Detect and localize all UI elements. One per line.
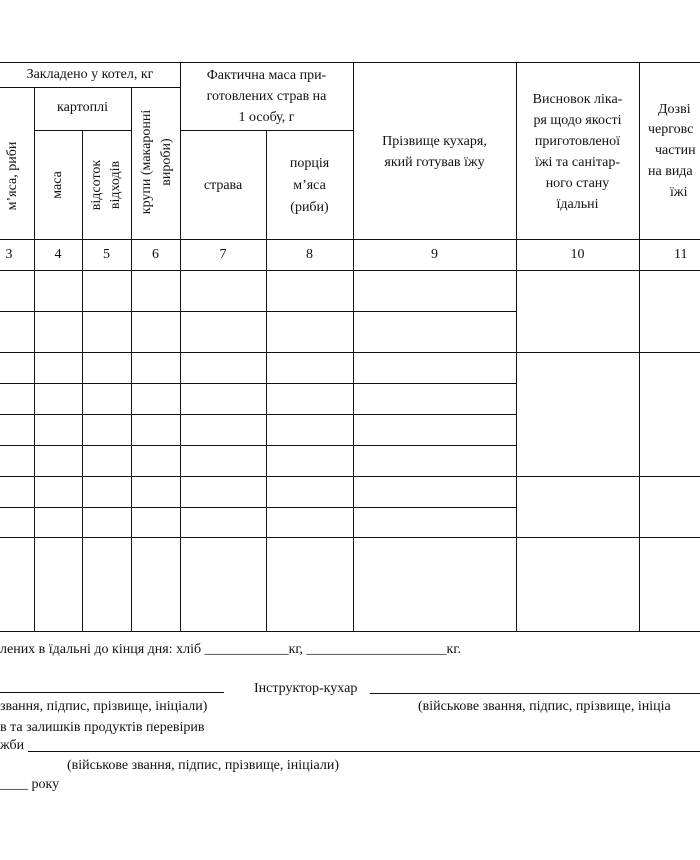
header-permit-line3: частин	[655, 143, 696, 158]
header-portion-line2: м’яса	[293, 178, 326, 193]
header-mass: маса	[50, 171, 65, 199]
col-divider	[34, 87, 35, 632]
service-label: жби	[0, 738, 25, 753]
number-row-bottom	[0, 270, 700, 271]
products-checked-line: в та залишків продуктів перевірив	[0, 720, 205, 735]
header-doctor-line5: ного стану	[545, 176, 610, 191]
header-portion-line1: порція	[289, 156, 330, 171]
col-divider	[639, 62, 640, 632]
column-number: 4	[54, 247, 62, 262]
header-actual-mass-line2: готовлених страв на	[206, 89, 327, 104]
column-number: 3	[5, 247, 13, 262]
rank-sign-caption-right: (військове звання, підпис, прізвище, ініціа	[418, 699, 671, 714]
header-cook-line1: Прізвище кухаря,	[382, 134, 487, 149]
header-potatoes: картоплі	[57, 100, 108, 115]
column-number: 9	[431, 247, 438, 262]
rank-sign-caption-center: (військове звання, підпис, прізвище, ініціали)	[67, 758, 340, 773]
header-permit-line4: на вида	[648, 164, 693, 179]
row-line	[0, 445, 516, 446]
header-bottom-border	[0, 239, 700, 240]
col-divider	[180, 62, 181, 632]
column-number: 6	[152, 247, 159, 262]
column-number: 5	[103, 247, 110, 262]
header-permit-line2: черговс	[648, 122, 694, 137]
header-doctor-line3: приготовленої	[534, 134, 621, 149]
header-portion-line3: (риби)	[290, 200, 329, 215]
row-line	[0, 352, 700, 353]
row-line	[0, 414, 516, 415]
service-signature-line	[28, 751, 700, 752]
header-waste-percent-line1: відсоток	[89, 159, 104, 211]
col-divider	[82, 130, 83, 632]
header-permit-line1: Дозві	[658, 102, 691, 117]
header-doctor-line2: ря щодо якості	[533, 113, 622, 128]
row-line	[0, 383, 516, 384]
header-group-divider	[0, 87, 180, 88]
row-line	[0, 507, 516, 508]
leftover-bread-line: лених в їдальні до кінця дня: хліб ____________кг, ____________________кг.	[0, 642, 462, 657]
header-waste-percent-line2: відходів	[108, 160, 123, 210]
table-top-border	[0, 62, 700, 63]
header-group-title: Закладено у котел, кг	[26, 67, 154, 82]
header-actual-mass-line3: 1 особу, г	[238, 110, 295, 125]
instructor-signature-line	[370, 693, 700, 694]
header-groats-line1: крупи (макаронні	[139, 109, 154, 215]
header-doctor-line4: їжі та санітар-	[534, 155, 621, 170]
table-bottom-border	[0, 631, 700, 632]
header-dish: страва	[203, 178, 243, 193]
column-number: 8	[306, 247, 313, 262]
row-line	[0, 311, 516, 312]
header-actual-mass-line1: Фактична маса при-	[206, 68, 327, 83]
instructor-cook-label: Інструктор-кухар	[254, 681, 358, 696]
header-doctor-line6: їдальні	[556, 197, 599, 212]
column-number: 10	[570, 247, 585, 262]
row-line	[0, 476, 700, 477]
header-groats-line2: вироби)	[159, 138, 174, 186]
header-cook-line2: який готував їжу	[384, 155, 485, 170]
year-line: ____ року	[0, 777, 60, 792]
header-meat-fish: м’яса, риби	[5, 141, 20, 211]
col-divider	[131, 87, 132, 632]
row-line	[0, 537, 700, 538]
column-number: 7	[219, 247, 227, 262]
header-doctor-line1: Висновок ліка-	[532, 92, 623, 107]
rank-sign-caption-left: звання, підпис, прізвище, ініціали)	[0, 699, 208, 714]
signature-line-left	[0, 692, 224, 693]
header-permit-line5: їжі	[670, 185, 688, 200]
column-number: 11	[674, 247, 688, 262]
